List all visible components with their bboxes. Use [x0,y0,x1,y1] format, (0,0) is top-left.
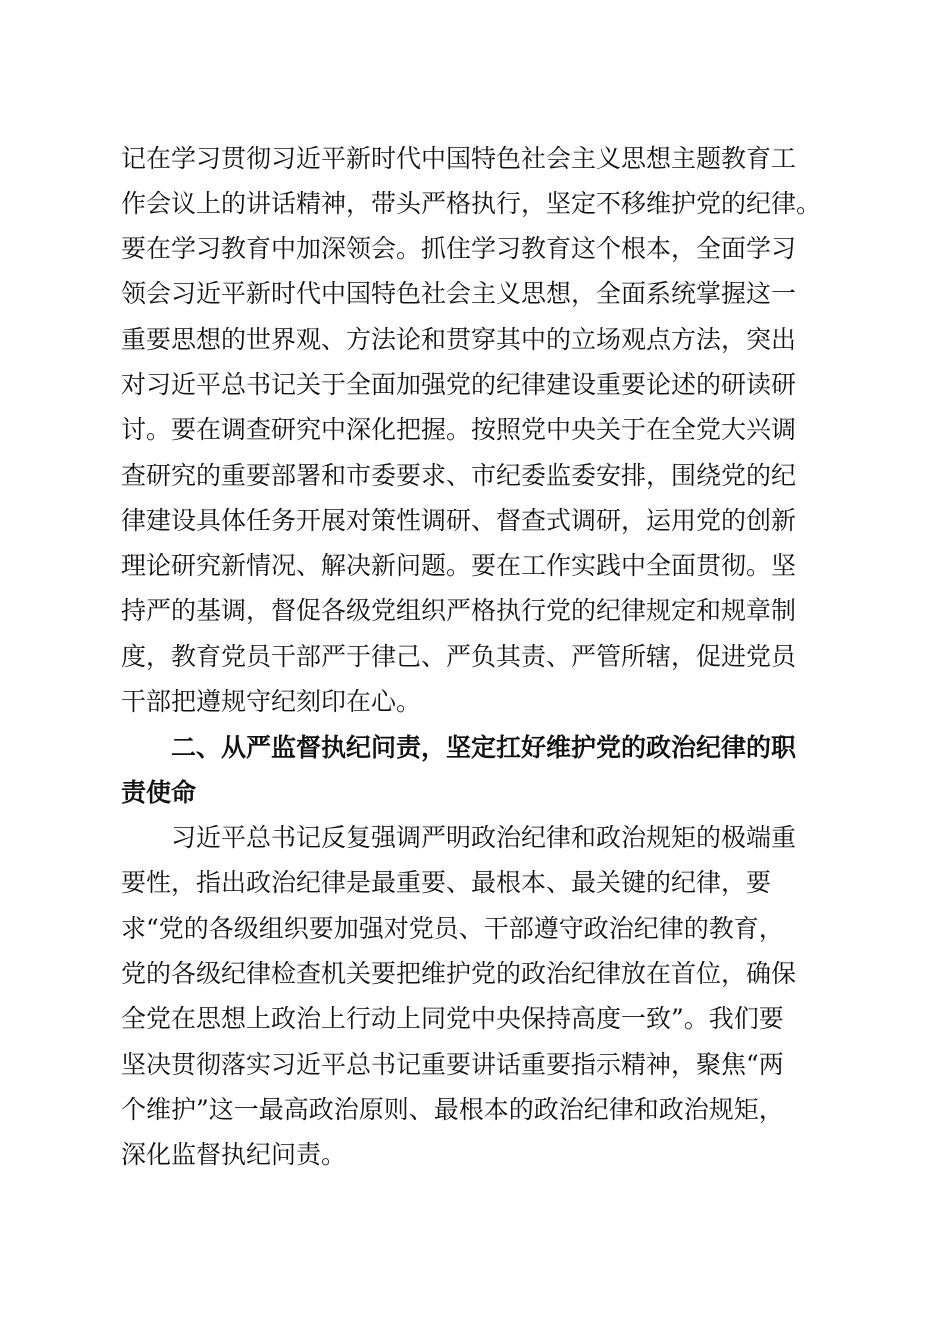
paragraph-line: 全党在思想上政治上行动上同党中央保持高度一致”。我们要 [121,1004,784,1033]
paragraph-line: 个维护”这一最高政治原则、最根本的政治纪律和政治规矩， [121,1095,784,1124]
section-heading: 二、从严监督执纪问责，坚定扛好维护党的政治纪律的职 [171,733,797,762]
paragraph-line: 对习近平总书记关于全面加强党的纪律建设重要论述的研读研 [121,370,797,399]
paragraph-line: 干部把遵规守纪刻印在心。 [121,687,422,716]
paragraph-line: 持严的基调，督促各级党组织严格执行党的纪律规定和规章制 [121,596,797,625]
paragraph-line: 作会议上的讲话精神，带头严格执行，坚定不移维护党的纪律。 [121,189,822,218]
paragraph-line: 求“党的各级组织要加强对党员、干部遵守政治纪律的教育， [121,914,784,943]
paragraph-line: 坚决贯彻落实习近平总书记重要讲话重要指示精神，聚焦“两 [121,1050,784,1079]
paragraph-line: 要性，指出政治纪律是最重要、最根本、最关键的纪律，要 [121,868,772,897]
paragraph-line: 重要思想的世界观、方法论和贯穿其中的立场观点方法，突出 [121,325,797,354]
paragraph-line: 查研究的重要部署和市委要求、市纪委监委安排，围绕党的纪 [121,461,797,490]
paragraph-line: 习近平总书记反复强调严明政治纪律和政治规矩的极端重 [171,823,797,852]
paragraph-line: 领会习近平新时代中国特色社会主义思想，全面系统掌握这一 [121,279,797,308]
paragraph-line: 党的各级纪律检查机关要把维护党的政治纪律放在首位，确保 [121,959,797,988]
paragraph-line: 度，教育党员干部严于律己、严负其责、严管所辖，促进党员 [121,642,797,671]
paragraph-line: 深化监督执纪问责。 [121,1140,347,1169]
paragraph-line: 要在学习教育中加深领会。抓住学习教育这个根本，全面学习 [121,234,797,263]
paragraph-line: 理论研究新情况、解决新问题。要在工作实践中全面贯彻。坚 [121,551,797,580]
paragraph-line: 记在学习贯彻习近平新时代中国特色社会主义思想主题教育工 [121,144,797,173]
paragraph-line: 讨。要在调查研究中深化把握。按照党中央关于在全党大兴调 [121,415,797,444]
section-heading: 责使命 [121,778,197,807]
paragraph-line: 律建设具体任务开展对策性调研、督查式调研，运用党的创新 [121,506,797,535]
